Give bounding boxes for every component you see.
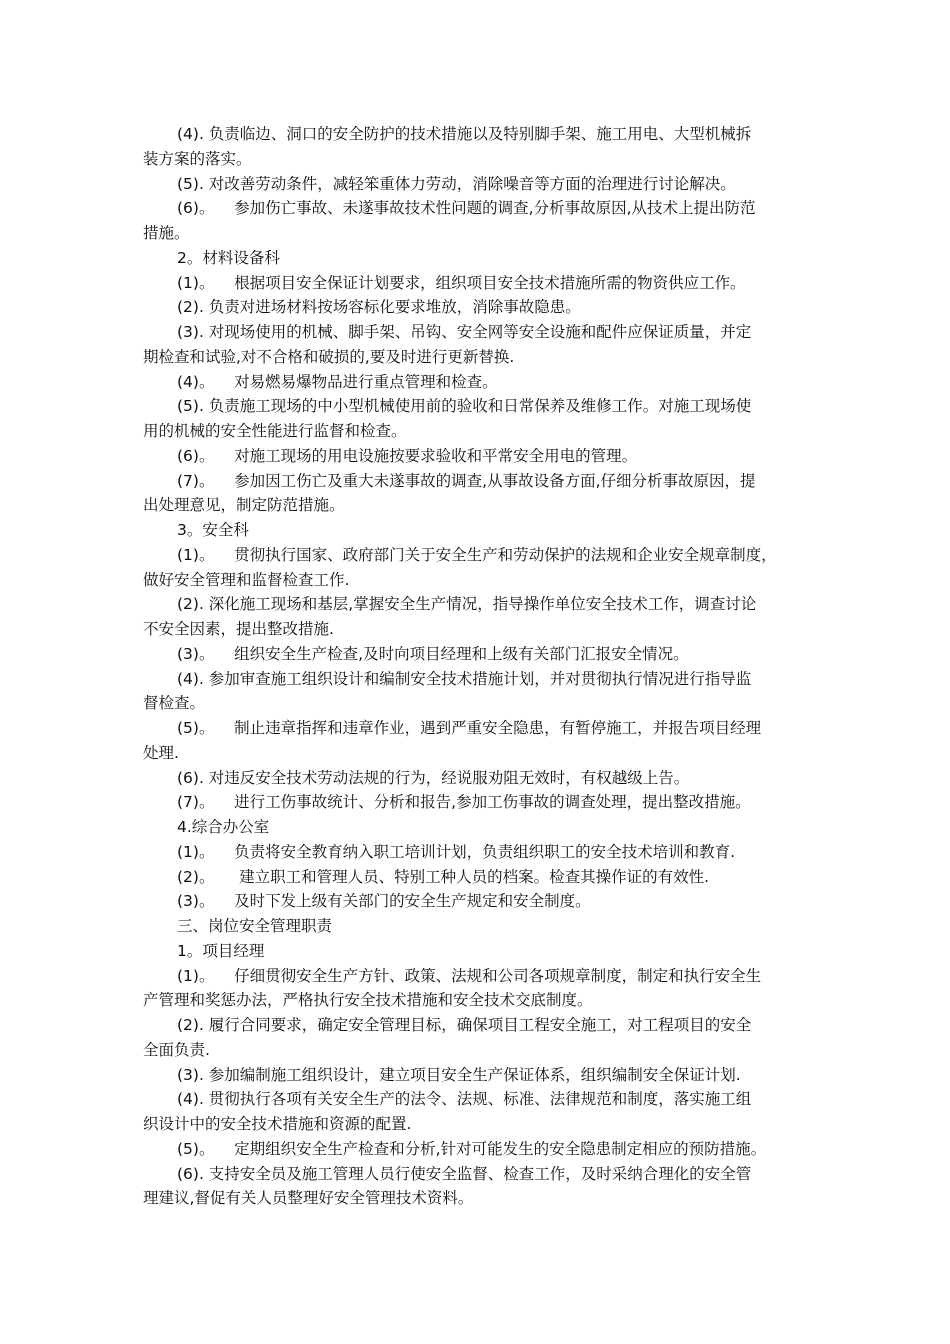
paragraph-line: (7)。 进行工伤事故统计、分析和报告,参加工伤事故的调查处理，提出整改措施。 xyxy=(177,793,751,812)
paragraph-continuation-line: 装方案的落实。 xyxy=(143,149,252,168)
paragraph-continuation-line: 做好安全管理和监督检查工作. xyxy=(143,570,350,589)
paragraph-line: (1)。 仔细贯彻安全生产方针、政策、法规和公司各项规章制度，制定和执行安全生 xyxy=(177,966,762,985)
paragraph-line: (5)。 定期组织安全生产检查和分析,针对可能发生的安全隐患制定相应的预防措施。 xyxy=(177,1139,767,1158)
paragraph-line: (2). 深化施工现场和基层,掌握安全生产情况，指导操作单位安全技术工作，调查讨论 xyxy=(177,595,757,614)
paragraph-continuation-line: 期检查和试验,对不合格和破损的,要及时进行更新替换. xyxy=(143,347,515,366)
paragraph-line: (1)。 负责将安全教育纳入职工培训计划，负责组织职工的安全技术培训和教育. xyxy=(177,842,736,861)
paragraph-line: (7)。 参加因工伤亡及重大未遂事故的调查,从事故设备方面,仔细分析事故原因，提 xyxy=(177,471,756,490)
paragraph-line: 三、岗位安全管理职责 xyxy=(177,917,333,935)
paragraph-line: (3). 参加编制施工组织设计，建立项目安全生产保证体系，组织编制安全保证计划. xyxy=(177,1065,741,1084)
paragraph-line: (2)。 建立职工和管理人员、特别工种人员的档案。检查其操作证的有效性. xyxy=(177,867,710,886)
paragraph-continuation-line: 督检查。 xyxy=(143,694,206,713)
paragraph-line: (4)。 对易燃易爆物品进行重点管理和检查。 xyxy=(177,372,498,391)
paragraph-continuation-line: 处理. xyxy=(143,743,179,762)
paragraph-line: 3。安全科 xyxy=(177,521,249,539)
paragraph-line: 4.综合办公室 xyxy=(177,818,270,836)
paragraph-line: (2). 履行合同要求，确定安全管理目标，确保项目工程安全施工，对工程项目的安全 xyxy=(177,1016,752,1034)
paragraph-line: (6). 支持安全员及施工管理人员行使安全监督、检查工作，及时采纳合理化的安全管 xyxy=(177,1164,752,1183)
paragraph-continuation-line: 措施。 xyxy=(143,224,190,242)
paragraph-continuation-line: 全面负责. xyxy=(143,1040,210,1059)
paragraph-line: (3)。 及时下发上级有关部门的安全生产规定和安全制度。 xyxy=(177,892,591,911)
paragraph-continuation-line: 织设计中的安全技术措施和资源的配置. xyxy=(143,1115,412,1133)
paragraph-line: 1。项目经理 xyxy=(177,941,265,960)
paragraph-line: (4). 贯彻执行各项有关安全生产的法令、法规、标准、法律规范和制度，落实施工组 xyxy=(177,1090,752,1109)
paragraph-line: (4). 参加审查施工组织设计和编制安全技术措施计划，并对贯彻执行情况进行指导监 xyxy=(177,669,752,688)
paragraph-continuation-line: 理建议,督促有关人员整理好安全管理技术资料。 xyxy=(143,1189,474,1208)
paragraph-continuation-line: 产管理和奖惩办法，严格执行安全技术措施和安全技术交底制度。 xyxy=(143,991,593,1010)
paragraph-continuation-line: 出处理意见，制定防范措施。 xyxy=(143,496,345,515)
paragraph-line: 2。材料设备科 xyxy=(177,248,280,267)
paragraph-line: (1)。 根据项目安全保证计划要求，组织项目安全技术措施所需的物资供应工作。 xyxy=(177,273,746,292)
paragraph-line: (5). 负责施工现场的中小型机械使用前的验收和日常保养及维修工作。对施工现场使 xyxy=(177,397,752,416)
paragraph-line: (1)。 贯彻执行国家、政府部门关于安全生产和劳动保护的法规和企业安全规章制度， xyxy=(177,545,777,564)
paragraph-line: (6). 对违反安全技术劳动法规的行为，经说服劝阻无效时，有权越级上告。 xyxy=(177,768,690,787)
paragraph-line: (3). 对现场使用的机械、脚手架、吊钩、安全网等安全设施和配件应保证质量，并定 xyxy=(177,323,752,341)
paragraph-line: (5). 对改善劳动条件，减轻笨重体力劳动，消除噪音等方面的治理进行讨论解决。 xyxy=(177,174,736,193)
paragraph-line: (2). 负责对进场材料按场容标化要求堆放，消除事故隐患。 xyxy=(177,298,581,317)
paragraph-line: (6)。 对施工现场的用电设施按要求验收和平常安全用电的管理。 xyxy=(177,446,638,465)
paragraph-continuation-line: 不安全因素，提出整改措施. xyxy=(143,620,334,638)
document-body xyxy=(143,122,811,1211)
paragraph-line: (5)。 制止违章指挥和违章作业，遇到严重安全隐患，有暂停施工，并报告项目经理 xyxy=(177,719,762,737)
paragraph-continuation-line: 用的机械的安全性能进行监督和检查。 xyxy=(143,422,407,440)
paragraph-line: (6)。 参加伤亡事故、未遂事故技术性问题的调查,分析事故原因,从技术上提出防范 xyxy=(177,199,756,218)
paragraph-line: (3)。 组织安全生产检查,及时向项目经理和上级有关部门汇报安全情况。 xyxy=(177,644,689,663)
paragraph-line: (4). 负责临边、洞口的安全防护的技术措施以及特别脚手架、施工用电、大型机械拆 xyxy=(177,125,752,143)
